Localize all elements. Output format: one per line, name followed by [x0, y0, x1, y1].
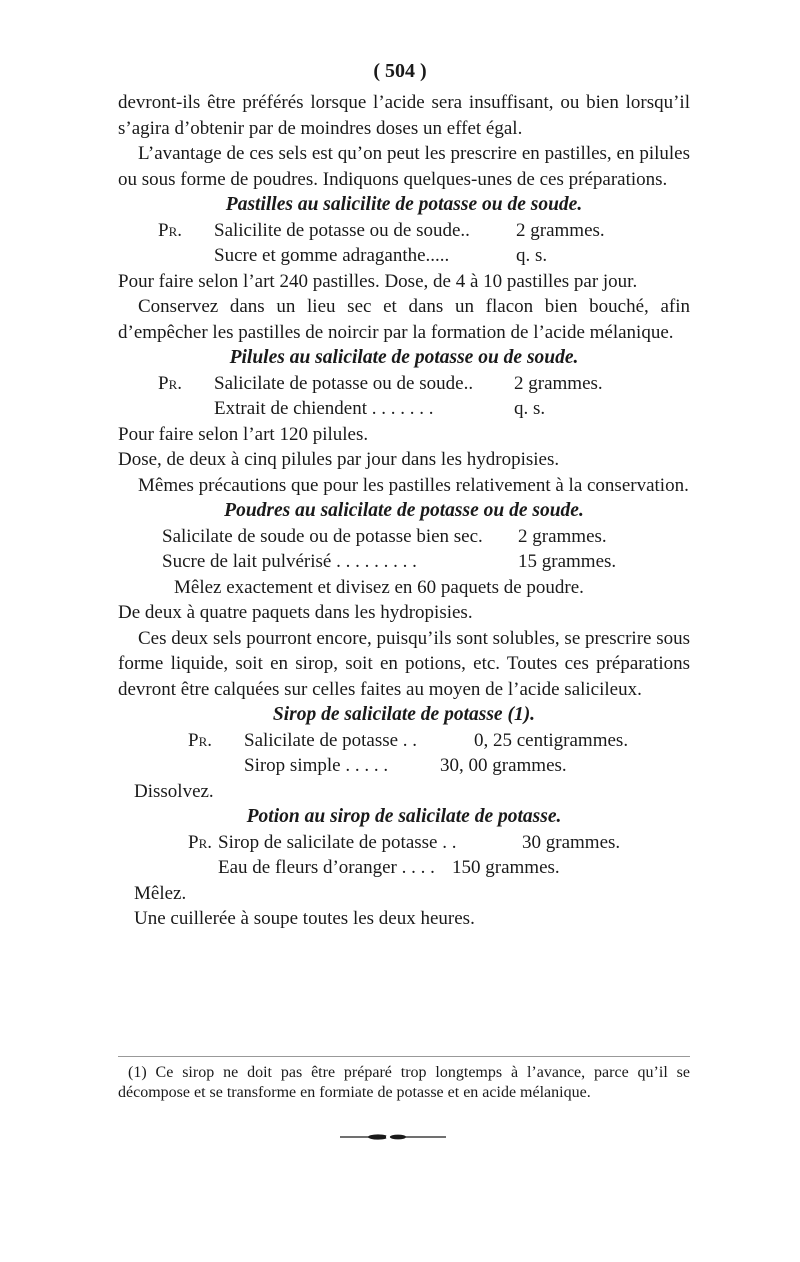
sirop-pr-label: Pr.: [188, 729, 212, 751]
pilules-ingredient-1: [118, 371, 690, 397]
paragraph-1: devront-ils être préférés lorsque l’acide sera insuffisant, ou bien lorsqu’il s’agira d’obtenir par de moindres doses un effet égal.: [118, 92, 690, 139]
poudres-instruction-2: De deux à quatre paquets dans les hydropisies.: [118, 602, 473, 623]
pilules-pr-label: Pr.: [158, 372, 182, 394]
poudres-ing1-name: Salicilate de soude ou de potasse bien sec.: [162, 525, 483, 547]
potion-ing1-name: Sirop de salicilate de potasse . .: [218, 831, 457, 853]
poudres-title: Poudres au salicilate de potasse ou de soude.: [224, 500, 584, 521]
main-text: [118, 90, 690, 932]
potion-pr-label: Pr.: [188, 831, 212, 853]
potion-instruction-1: Mêlez.: [134, 882, 187, 904]
end-ornament-icon: [340, 1134, 446, 1140]
sirop-ing1-name: Salicilate de potasse . .: [244, 729, 418, 751]
sirop-ingredient-2: [118, 753, 690, 779]
pastilles-title: Pastilles au salicilite de potasse ou de soude.: [225, 194, 583, 215]
sirop-instruction-1: Dissolvez.: [134, 780, 214, 802]
paragraph-2: L’avantage de ces sels est qu’on peut les prescrire en pastilles, en pilules ou sous forme de poudres. Indiquons quelques-unes de ces préparations.: [118, 143, 690, 190]
poudres-ing2-name: Sucre de lait pulvérisé . . . . . . . . .: [162, 551, 417, 572]
page-number: ( 504 ): [373, 60, 427, 82]
sirop-ing2-name: Sirop simple . . . . .: [244, 755, 389, 776]
pilules-instruction-2: Dose, de deux à cinq pilules par jour dans les hydropisies.: [118, 449, 560, 470]
pastilles-ing1-name: Salicilite de potasse ou de soude..: [214, 219, 470, 241]
pastilles-ingredient-1: [118, 218, 690, 244]
pilules-ing2-amount: q. s.: [514, 398, 546, 419]
poudres-ingredient-2: [118, 549, 690, 575]
poudres-ing2-amount: 15 grammes.: [518, 551, 617, 572]
poudres-ing1-amount: 2 grammes.: [518, 525, 607, 547]
footnote: [118, 1056, 690, 1103]
pastilles-instruction-2: Conservez dans un lieu sec et dans un flacon bien bouché, afin d’empêcher les pastilles de noircir par la formation de l’acide mélanique.: [118, 296, 690, 343]
sirop-ing1-amount: 0, 25 centigrammes.: [474, 729, 629, 751]
potion-ing2-amount: 150 grammes.: [452, 857, 560, 878]
pastilles-ing2-name: Sucre et gomme adraganthe.....: [214, 245, 450, 266]
potion-ingredient-1: [118, 830, 690, 856]
pastilles-ing2-amount: q. s.: [516, 245, 548, 266]
pastilles-instruction-1: Pour faire selon l’art 240 pastilles. Dose, de 4 à 10 pastilles par jour.: [118, 270, 638, 292]
potion-instruction-2: Une cuillerée à soupe toutes les deux heures.: [134, 908, 475, 929]
pilules-instruction-1: Pour faire selon l’art 120 pilules.: [118, 423, 369, 445]
pilules-ing1-name: Salicilate de potasse ou de soude..: [214, 372, 474, 394]
poudres-ingredient-1: [118, 524, 690, 550]
pastilles-ingredient-2: [118, 243, 690, 269]
pastilles-pr-label: Pr.: [158, 219, 182, 241]
potion-ing2-name: Eau de fleurs d’oranger . . . .: [218, 857, 435, 878]
footnote-text: (1) Ce sirop ne doit pas être préparé trop longtemps à l’avance, parce qu’il se décompose et se transforme en formiate de potasse et en acide mélanique.: [118, 1064, 690, 1101]
potion-ing1-amount: 30 grammes.: [522, 831, 621, 853]
pilules-instruction-3: Mêmes précautions que pour les pastilles relativement à la conservation.: [138, 474, 689, 496]
poudres-instruction-3: Ces deux sels pourront encore, puisqu’ils sont solubles, se prescrire sous forme liquide, soit en sirop, soit en potions, etc. Toutes ces préparations devront être calquées sur celles faites au moyen de l’acide salicileux.: [118, 627, 690, 700]
poudres-instruction-1: Mêlez exactement et divisez en 60 paquets de poudre.: [174, 576, 584, 598]
pilules-ing1-amount: 2 grammes.: [514, 372, 603, 394]
pilules-title: Pilules au salicilate de potasse ou de soude.: [229, 347, 579, 368]
pilules-ingredient-2: [118, 396, 690, 422]
sirop-ing2-amount: 30, 00 grammes.: [440, 755, 567, 776]
sirop-ingredient-1: [118, 728, 690, 754]
potion-title: Potion au sirop de salicilate de potasse.: [246, 806, 562, 827]
sirop-title: Sirop de salicilate de potasse (1).: [272, 704, 536, 725]
pastilles-ing1-amount: 2 grammes.: [516, 219, 605, 241]
pilules-ing2-name: Extrait de chiendent . . . . . . .: [214, 398, 434, 419]
potion-ingredient-2: [118, 855, 690, 881]
